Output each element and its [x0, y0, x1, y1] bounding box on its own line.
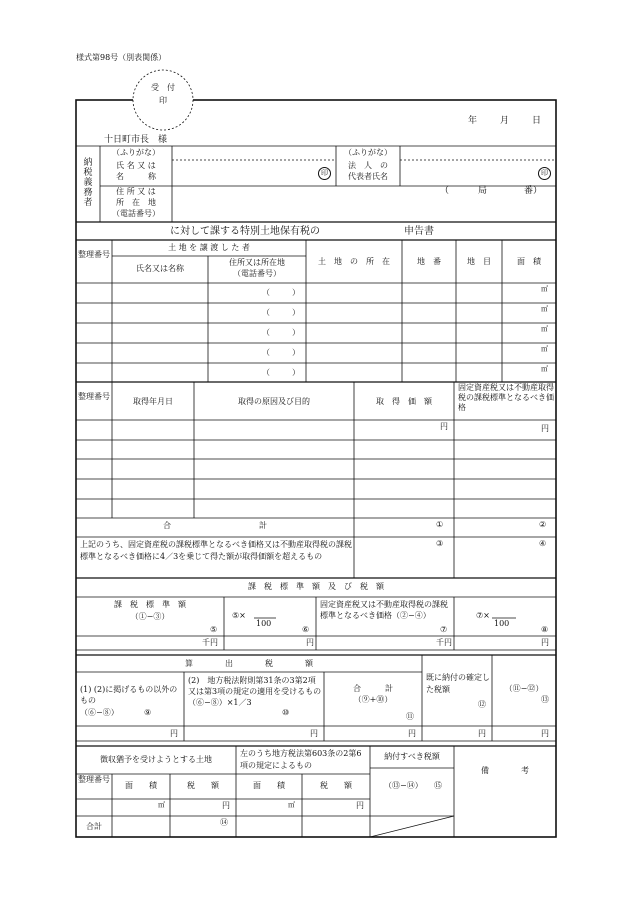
- t1-row4-paren-open: （: [262, 348, 270, 357]
- t1-lot-header: 地 番: [417, 257, 441, 266]
- addressee: 十日町市長 様: [104, 135, 168, 145]
- t1-row1-sqm: ㎡: [541, 285, 548, 293]
- t2-price-header: 取 得 価 額: [376, 397, 432, 406]
- date-month: 月: [500, 116, 510, 126]
- tax-base-col3-unit: 千円: [436, 638, 452, 647]
- t2-std-yen: 円: [541, 424, 549, 433]
- bottom-yen-1: 円: [222, 801, 230, 810]
- t2-circle-4: ④: [539, 539, 547, 548]
- bottom-c15: ⑮: [434, 781, 442, 790]
- t1-row3-sqm: ㎡: [541, 325, 548, 333]
- tax-base-c7: ⑦: [440, 625, 448, 634]
- t1-row1-paren-open: （: [262, 288, 270, 297]
- calc-c10: ⑩: [282, 708, 290, 717]
- calc-yen-1: 円: [170, 729, 178, 738]
- calc-a2: （⑥−⑧）: [80, 708, 119, 717]
- address-label-1: 住 所 又 は: [116, 187, 156, 196]
- corp-seal: 印: [538, 167, 551, 180]
- t1-area-header: 面 積: [517, 257, 541, 266]
- t1-row3-paren-close: ）: [292, 328, 300, 337]
- tax-base-col2-unit: 円: [306, 638, 314, 647]
- calc-c9: ⑨: [144, 708, 152, 717]
- bottom-deferred: 徴収猶予を受けようとする土地: [100, 755, 212, 764]
- t1-address-header: 住所又は所在地: [229, 258, 285, 267]
- tax-base-col4-unit: 円: [541, 638, 549, 647]
- calc-b1: (2) 地方税法附則第31条の3第2項又は第3項の規定の適用を受けるもの（⑥−⑧）×1／3: [188, 676, 322, 707]
- phone-bureau: 局: [478, 186, 488, 196]
- receipt-label: 受 付: [151, 83, 175, 92]
- bottom-calc: （⑬−⑭）: [384, 781, 423, 790]
- tax-base-col4-num: 100: [494, 619, 510, 628]
- bottom-sqm-2: ㎡: [288, 801, 295, 809]
- t1-row4-sqm: ㎡: [541, 345, 548, 353]
- tax-base-col2-num: 100: [256, 619, 272, 628]
- tax-base-col1-a: 課 税 標 準 額: [114, 600, 186, 609]
- t2-reason-header: 取得の原因及び目的: [238, 397, 310, 406]
- name-furigana-label: （ふりがな）: [112, 148, 160, 157]
- name-seal: 印: [318, 167, 331, 180]
- t2-std-price-header: 固定資産税又は不動産取得税の課税標準となるべき価格: [458, 383, 554, 412]
- t1-transferor-header: 土 地 を 譲 渡 し た 者: [168, 243, 250, 252]
- t1-row3-paren-open: （: [262, 328, 270, 337]
- corp-label-1: 法 人 の: [348, 161, 388, 170]
- corp-label-2: 代表者氏名: [348, 172, 388, 181]
- tax-base-header: 課 税 標 準 額 及 び 税 額: [248, 582, 384, 591]
- t1-row1-paren-close: ）: [292, 288, 300, 297]
- t2-price-yen: 円: [440, 422, 448, 431]
- tax-base-c8: ⑧: [541, 625, 549, 634]
- name-label-1: 氏 名 又 は: [116, 161, 156, 170]
- t1-row2-sqm: ㎡: [541, 305, 548, 313]
- bottom-remarks: 備 考: [481, 766, 529, 775]
- t1-row4-paren-close: ）: [292, 348, 300, 357]
- receipt-stamp-label: 印: [159, 96, 167, 105]
- tax-base-c6: ⑥: [302, 625, 310, 634]
- t2-circle-3: ③: [436, 539, 444, 548]
- t1-row5-sqm: ㎡: [541, 365, 548, 373]
- title-main: に対して課する特別土地保有税の: [170, 226, 320, 237]
- bottom-sqm-1: ㎡: [158, 801, 165, 809]
- t2-circle-2: ②: [539, 520, 547, 529]
- calc-sum1: 合 計: [353, 684, 393, 693]
- t1-row5-paren-close: ）: [292, 368, 300, 377]
- t1-category-header: 地 目: [467, 257, 491, 266]
- calc-yen-2: 円: [310, 729, 318, 738]
- taxpayer-vertical-label: 納税義務者: [83, 158, 93, 208]
- bottom-of-which: 左のうち地方税法第603条の2第6項の規定によるもの: [240, 749, 362, 770]
- t1-name-header: 氏名又は名称: [136, 264, 184, 273]
- phone-number: 番）: [524, 186, 543, 196]
- t1-seiri-header: 整理番号: [78, 250, 110, 259]
- t2-note: 上記のうち、固定資産税の課税標準となるべき価格又は不動産取得税の課税標準となるべき価格に4／3を乗じて得た額が取得価額を超えるもの: [80, 540, 352, 561]
- bottom-payable: 納付すべき税額: [384, 752, 440, 761]
- calc-header: 算 出 税 額: [185, 659, 313, 668]
- t1-phone-header: （電話番号）: [233, 269, 281, 278]
- t2-acq-date-header: 取得年月日: [133, 397, 173, 406]
- calc-sum2: （⑨+⑩）: [353, 695, 393, 704]
- tax-base-col1-unit: 千円: [202, 638, 218, 647]
- date-day: 日: [532, 116, 542, 126]
- calc-paid: 既に納付の確定した税額: [426, 673, 490, 694]
- bottom-tax-2: 税 額: [320, 781, 352, 790]
- phone-open: （: [440, 186, 450, 196]
- bottom-area-1: 面 積: [125, 781, 157, 790]
- calc-diff: （⑪−⑫）: [504, 684, 544, 693]
- tax-base-col1-b: （①−③）: [130, 612, 170, 621]
- bottom-tax-1: 税 額: [187, 781, 219, 790]
- calc-yen-5: 円: [541, 729, 549, 738]
- calc-c12: ⑫: [478, 700, 486, 709]
- t2-seiri-header: 整理番号: [78, 392, 110, 401]
- bottom-total: 合計: [86, 822, 102, 831]
- address-label-2: 所 在 地: [116, 198, 156, 207]
- bottom-area-2: 面 積: [253, 781, 285, 790]
- bottom-seiri: 整理番号: [78, 775, 110, 784]
- calc-yen-4: 円: [478, 729, 486, 738]
- bottom-yen-2: 円: [356, 801, 364, 810]
- t1-row2-paren-close: ）: [292, 308, 300, 317]
- name-label-2: 名 称: [116, 172, 156, 181]
- tax-base-col3: 固定資産税又は不動産取得税の課税標準となるべき価格（②−④）: [320, 600, 448, 620]
- tax-base-col2: ⑤×: [232, 611, 246, 620]
- t1-row5-paren-open: （: [262, 368, 270, 377]
- tax-base-col4: ⑦×: [476, 611, 490, 620]
- title-suffix: 申告書: [404, 226, 434, 237]
- address-label-3: （電話番号）: [112, 209, 160, 218]
- bottom-c14: ⑭: [220, 818, 228, 827]
- corp-furigana-label: （ふりがな）: [344, 148, 392, 157]
- t2-circle-1: ①: [436, 520, 444, 529]
- calc-a1: (1) (2)に掲げるもの以外のもの: [80, 685, 178, 705]
- t1-location-header: 土 地 の 所 在: [318, 257, 390, 266]
- calc-c13: ⑬: [541, 695, 549, 704]
- date-year: 年: [468, 116, 478, 126]
- form-number: 様式第98号（別表関係）: [76, 53, 167, 62]
- t1-row2-paren-open: （: [262, 308, 270, 317]
- calc-c11: ⑪: [406, 712, 414, 721]
- t2-total-label: 合 計: [163, 521, 267, 530]
- calc-yen-3: 円: [408, 729, 416, 738]
- tax-base-c5: ⑤: [210, 625, 218, 634]
